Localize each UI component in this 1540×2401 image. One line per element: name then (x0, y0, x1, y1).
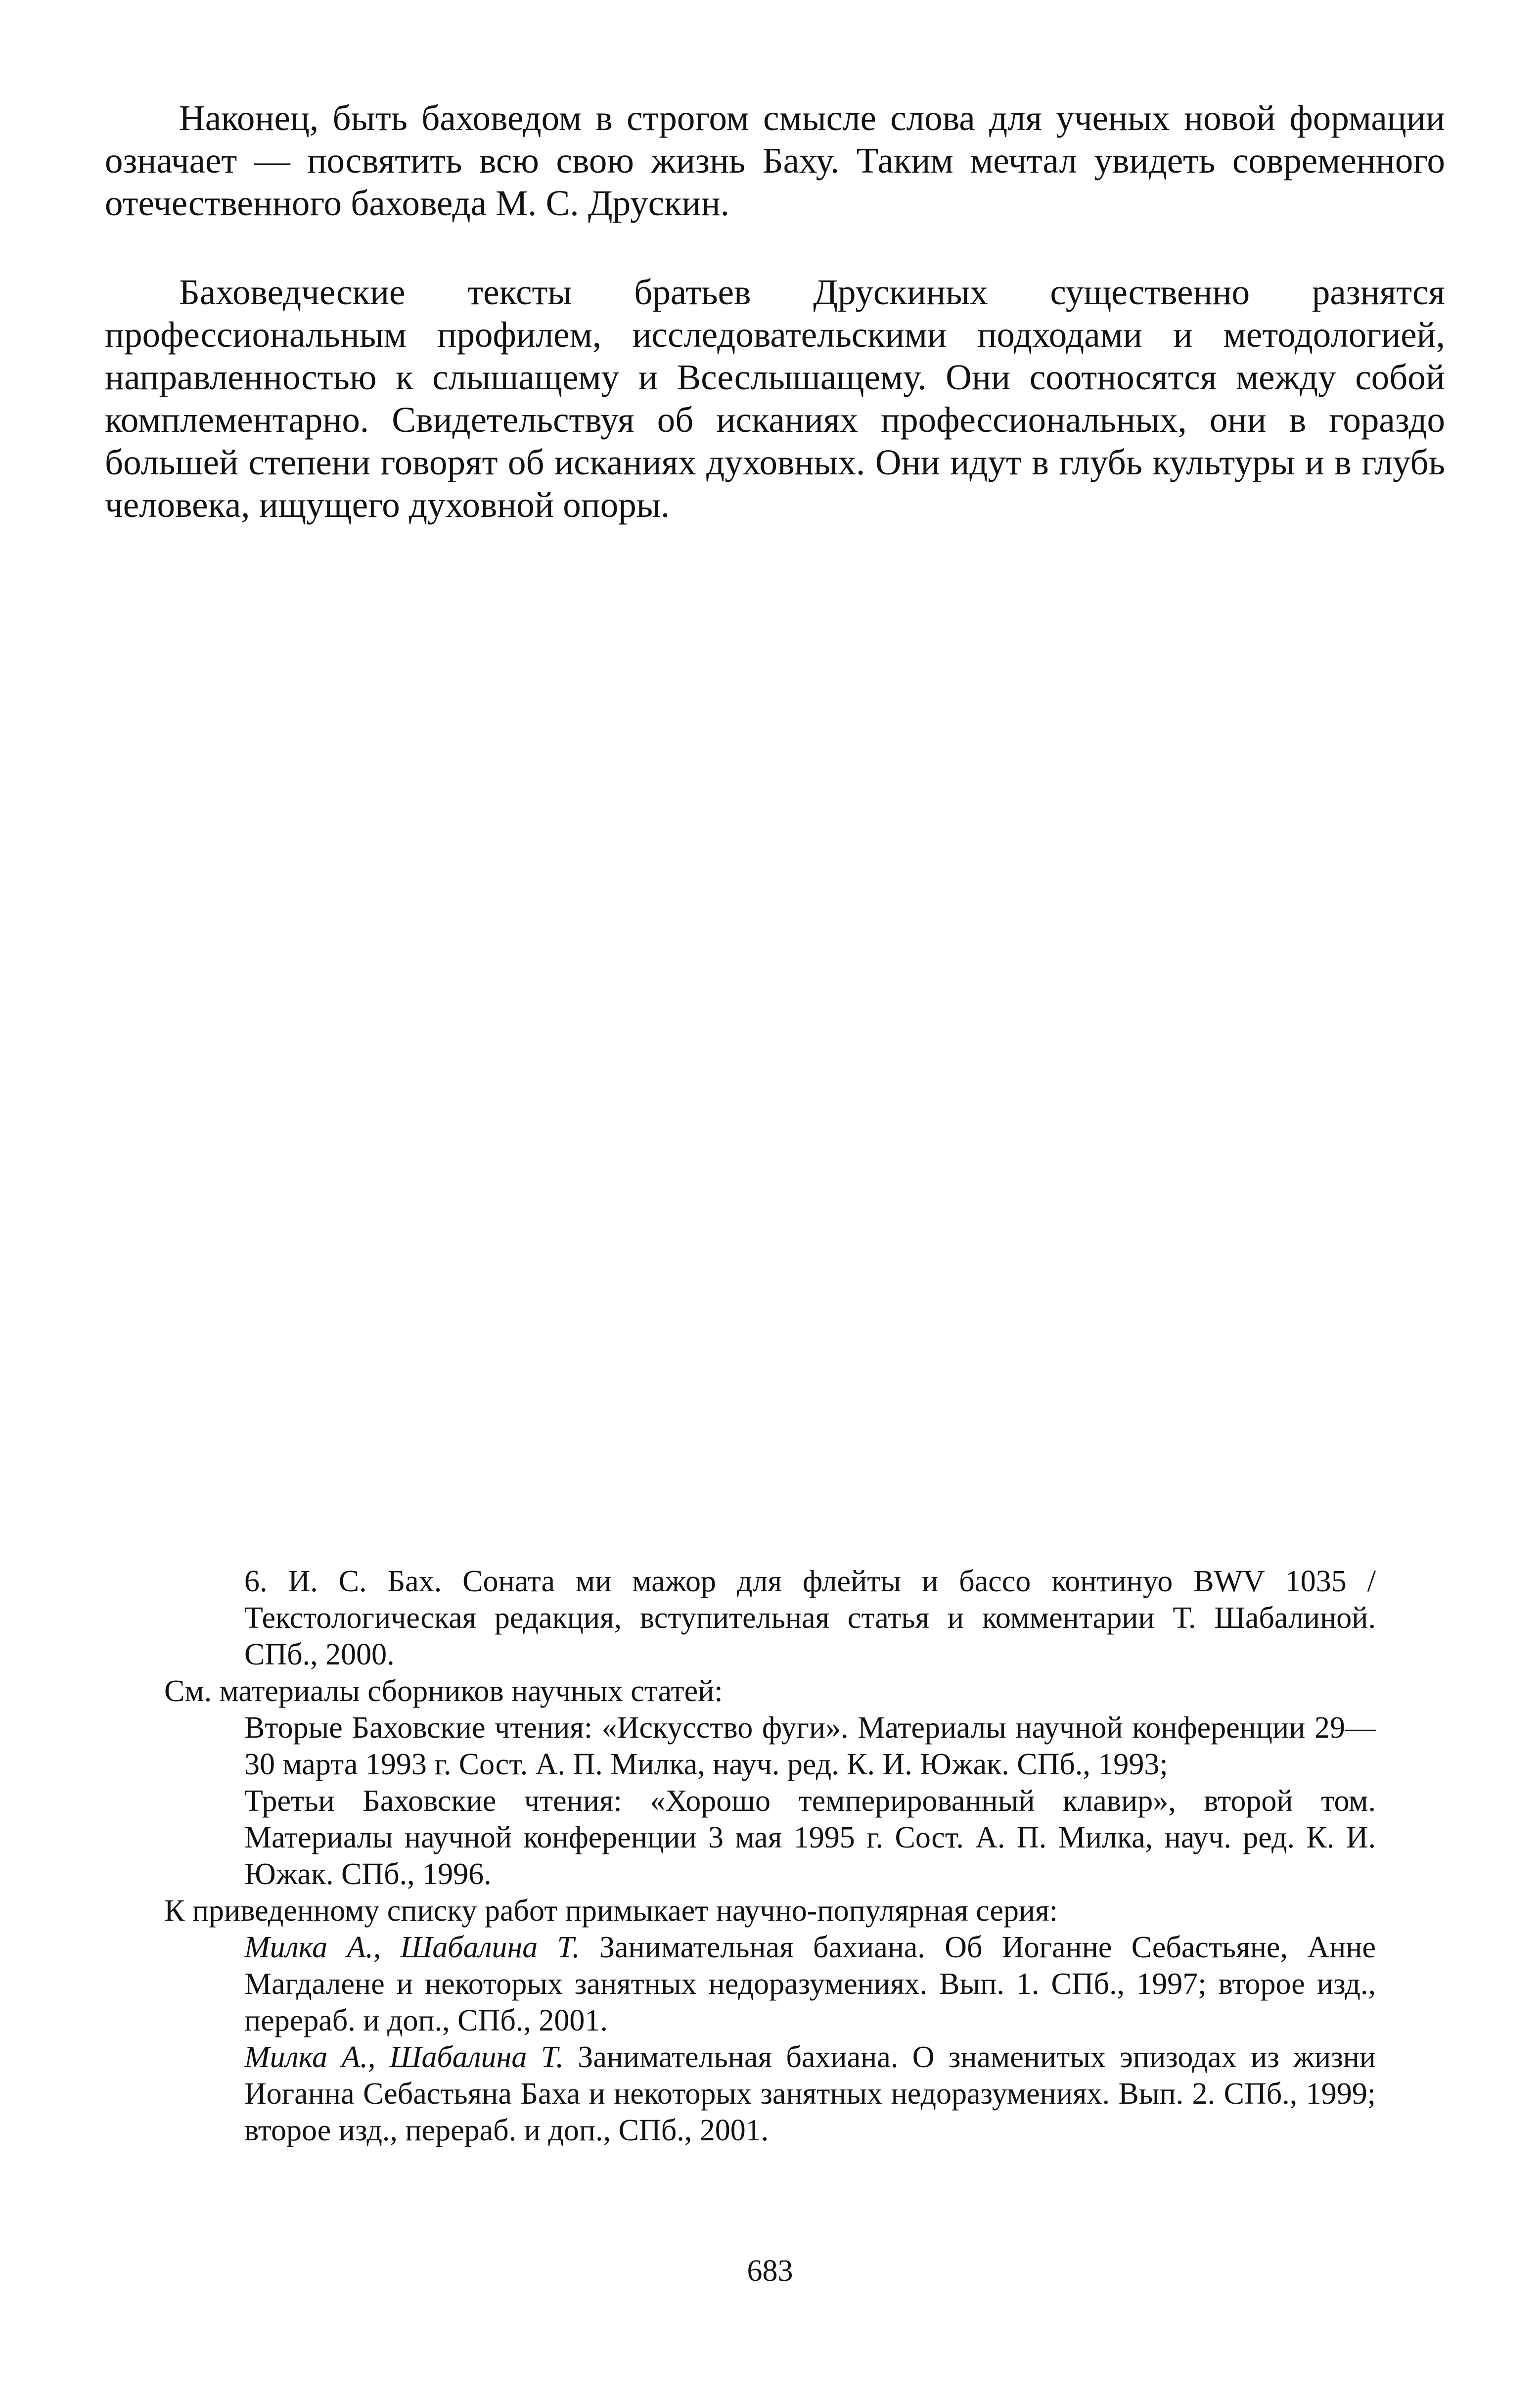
page-number: 683 (747, 2254, 793, 2288)
series-entry-2 (164, 2039, 1376, 2149)
collection-entry-1: Вторые Баховские чтения: «Искусство фуги». Материалы научной конференции 29—30 марта 1993 г. Сост. А. П. Милка, науч. ред. К. И. Южак. СПб., 1993; (244, 1711, 1376, 1781)
series-entry-1-text: Занимательная бахиана. Об Иоганне Себастьяне, Анне Магдалене и некоторых занятных недоразумениях. Вып. 1. СПб., 1997; второе изд., перераб. и доп., СПб., 2001. (244, 1931, 1376, 2037)
collection-entry-2: Третьи Баховские чтения: «Хорошо темперированный клавир», второй том. Материалы научной конференции 3 мая 1995 г. Сост. А. П. Милка, науч. ред. К. И. Южак. СПб., 1996. (244, 1784, 1376, 1891)
series-entry-2-author: Милка А., Шабалина Т. (244, 2040, 564, 2074)
notes-section (164, 1563, 1376, 2149)
collections-heading: См. материалы сборников научных статей: (164, 1674, 723, 1708)
note-item-6: 6. И. С. Бах. Соната ми мажор для флейты и бассо континуо BWV 1035 / Текстологическая редакция, вступительная статья и комментарии Т. Шабалиной. СПб., 2000. (244, 1565, 1376, 1671)
series-entry-1 (164, 1929, 1376, 2039)
body-paragraph-1: Наконец, быть баховедом в строгом смысле слова для ученых новой формации означает — посвятить всю свою жизнь Баху. Таким мечтал увидеть современного отечественного баховеда М. С. Друскин. (105, 98, 1445, 223)
body-paragraph-2: Баховедческие тексты братьев Друскиных существенно разнятся профессиональным профилем, исследовательскими подходами и методологией, направленностью к слышащему и Всеслышащему. Они соотносятся между собой комплементарно. Свидетельствуя об исканиях профессиональных, они в гораздо большей степени говорят об исканиях духовных. Они идут в глубь культуры и в глубь человека, ищущего духовной опоры. (105, 272, 1445, 525)
series-entry-2-text: Занимательная бахиана. О знаменитых эпизодах из жизни Иоганна Себастьяна Баха и некоторых занятных недоразумениях. Вып. 2. СПб., 1999; второе изд., перераб. и доп., СПб., 2001. (244, 2040, 1376, 2147)
series-entry-1-author: Милка А., Шабалина Т. (244, 1931, 580, 1964)
series-heading: К приведенному списку работ примыкает научно-популярная серия: (164, 1894, 1058, 1928)
